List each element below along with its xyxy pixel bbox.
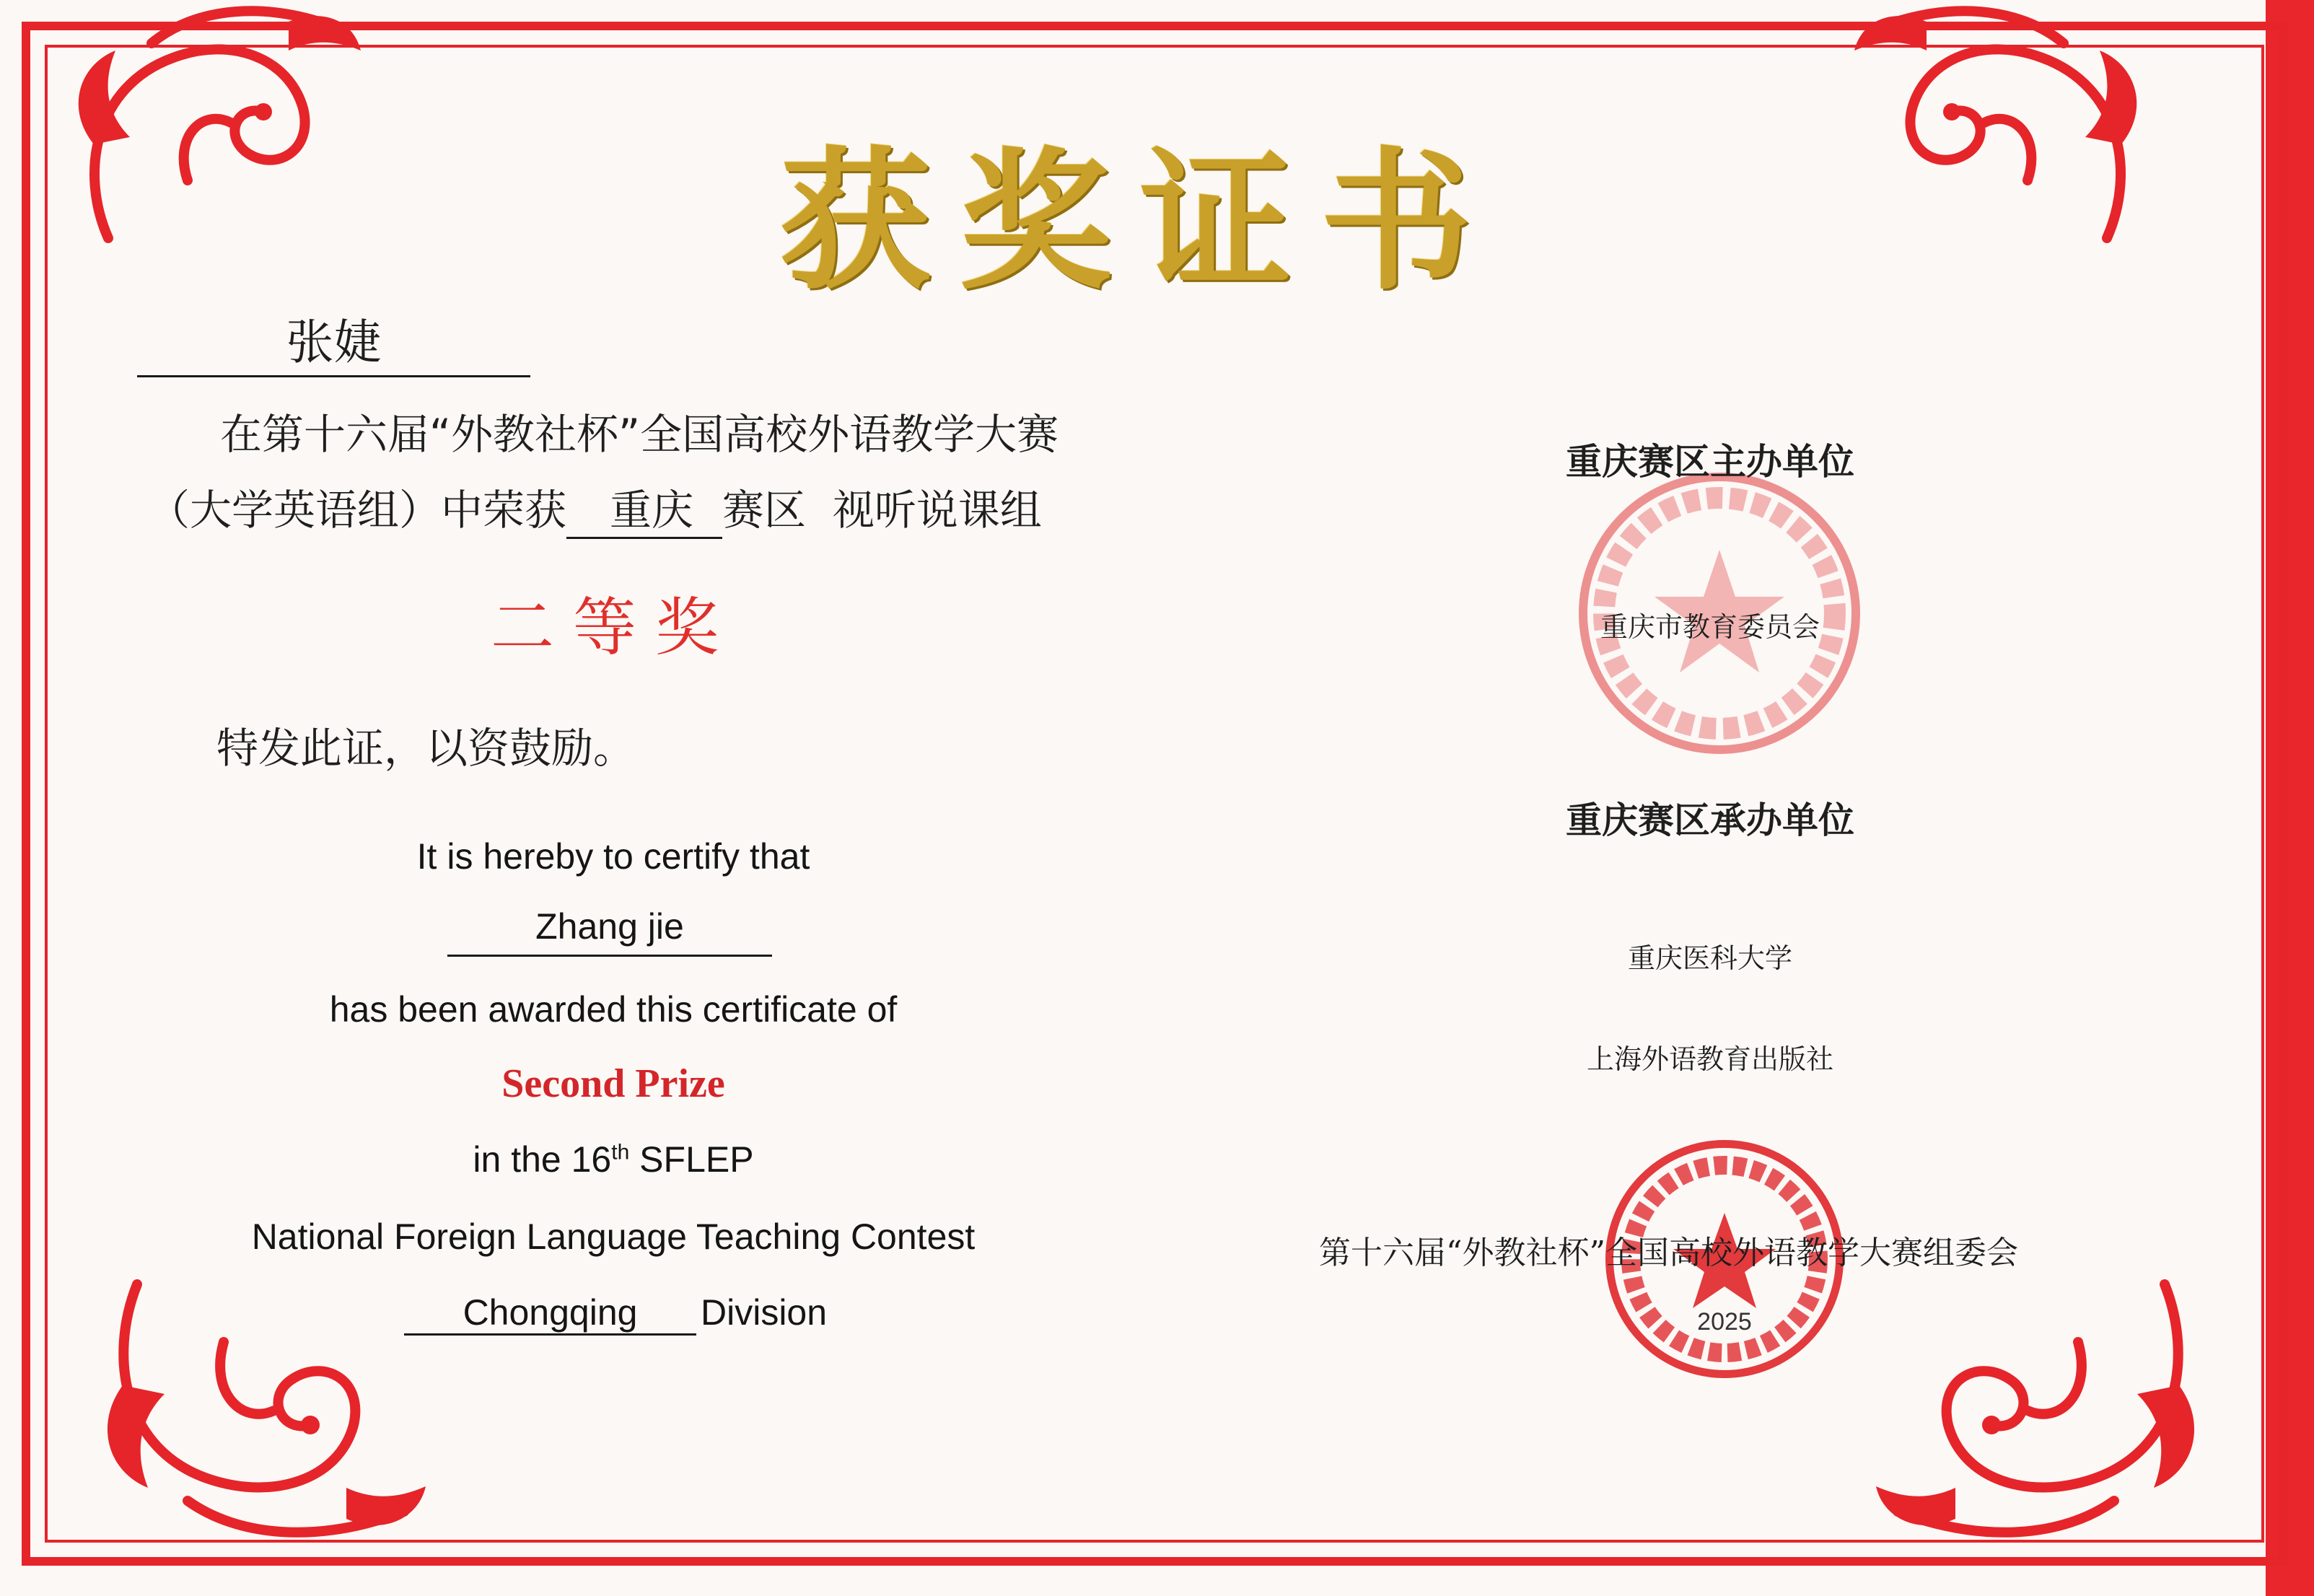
prize-en: Second Prize <box>501 1061 725 1106</box>
certificate-title: 获奖证书 <box>779 132 1501 310</box>
body-en-line2: has been awarded this certificate of <box>329 989 898 1030</box>
body-en-line5 <box>404 1292 827 1336</box>
division-cn <box>566 476 722 539</box>
host-name: 重庆市教育委员会 <box>1600 611 1820 643</box>
corner-ornament-bottom-right <box>1862 1255 2222 1544</box>
body-cn-line1: 在第十六届“外教社杯”全国高校外语教学大赛 <box>220 410 1059 459</box>
body-cn-line2 <box>148 476 1042 539</box>
undertaker-label: 重庆赛区承办单位 <box>1566 799 1854 841</box>
prize-cn: 二等奖 <box>491 590 738 665</box>
host-label: 重庆赛区主办单位 <box>1566 441 1854 483</box>
corner-ornament-top-left <box>51 0 368 260</box>
closing-cn: 特发此证，以资鼓励。 <box>216 724 636 773</box>
body-en-line3 <box>216 1139 1010 1180</box>
recipient-name-en: Zhang jie <box>447 906 772 957</box>
recipient-name-cn: 张婕 <box>137 310 530 377</box>
division-cn-text: 重庆 <box>610 486 694 535</box>
corner-ornament-top-right <box>1847 0 2165 260</box>
ordinal-suffix: th <box>611 1140 630 1165</box>
body-en-line3-prefix: in the 16 <box>473 1139 612 1180</box>
undertaker-2: 上海外语教育出版社 <box>1586 1043 1833 1075</box>
body-en-line4: National Foreign Language Teaching Contest <box>251 1216 976 1257</box>
division-en-text: Chongqing <box>463 1292 638 1333</box>
division-en <box>404 1292 696 1336</box>
committee-name: 第十六届“外教社杯”全国高校外语教学大赛组委会 <box>1319 1235 2018 1271</box>
corner-ornament-bottom-left <box>79 1255 440 1544</box>
division-en-suffix: Division <box>701 1292 828 1333</box>
body-cn-line2-prefix: （大学英语组）中荣获 <box>148 486 567 535</box>
body-en-line1: It is hereby to certify that <box>416 836 810 877</box>
body-en-line3-suffix: SFLEP <box>629 1139 754 1180</box>
seal-2-year: 2025 <box>1697 1308 1752 1336</box>
undertaker-1: 重庆医科大学 <box>1627 942 1792 974</box>
body-cn-line2-suffix: 赛区 视听说课组 <box>722 486 1042 535</box>
